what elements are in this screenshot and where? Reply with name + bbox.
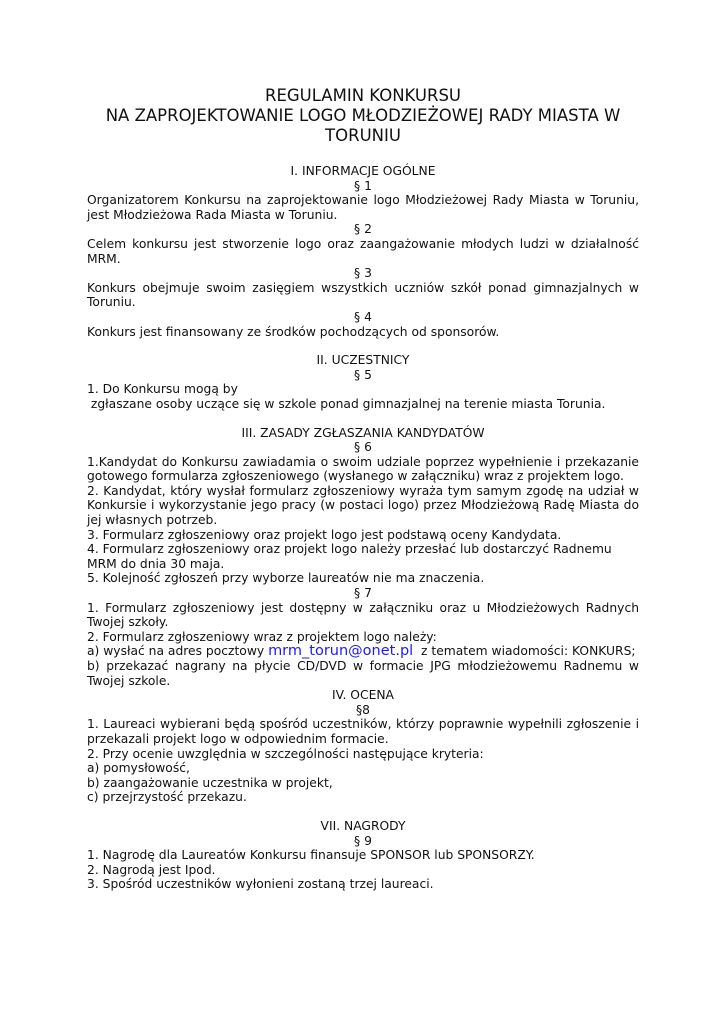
title-line-1: REGULAMIN KONKURSU	[264, 86, 462, 105]
paragraph-mark: § 4	[354, 309, 372, 324]
section-heading-info: I. INFORMACJE OGÓLNE	[290, 164, 436, 178]
title-line-2: NA ZAPROJEKTOWANIE LOGO MŁODZIEŻOWEJ RADY MIASTA W	[105, 106, 621, 125]
clause-text: Organizatorem Konkursu na zaprojektowanie logo Młodzieżowej Rady Miasta w Toruniu, jest Młodzieżowa Rada Miasta w Toruniu.	[87, 193, 639, 222]
section-heading-rules: III. ZASADY ZGŁASZANIA KANDYDATÓW	[241, 425, 485, 440]
email-link[interactable]: mrm_torun@onet.pl	[268, 643, 414, 660]
section-heading-evaluation: IV. OCENA	[332, 688, 394, 703]
clause-text: 2. Formularz zgłoszeniowy wraz z projektem logo należy:	[87, 629, 437, 644]
clause-text: Konkurs jest finansowany ze środków pochodzących od sponsorów.	[87, 324, 500, 339]
clause-text: 1.Kandydat do Konkursu zawiadamia o swoim udziale poprzez wypełnienie i przekazanie gotowego formularza zgłoszeniowego (wysłanego w załączniku) wraz z projektem logo.	[87, 454, 639, 484]
paragraph-mark: § 2	[354, 222, 372, 237]
clause-text: b) przekazać nagrany na płycie CD/DVD w formacie JPG młodzieżowemu Radnemu w Twojej szkole.	[87, 659, 639, 688]
clause-text: 2. Nagrodą jest Ipod.	[87, 862, 216, 877]
clause-text: 3. Spośród uczestników wyłonieni zostaną trzej laureaci.	[87, 877, 434, 892]
email-prefix: a) wysłać na adres pocztowy	[87, 644, 269, 659]
title-line-3: TORUNIU	[325, 126, 401, 145]
clause-text: 1. Laureaci wybierani będą spośród uczestników, którzy poprawnie wypełnili zgłoszenie i przekazali projekt logo w odpowiednim formacie.	[87, 717, 639, 746]
clause-text: 5. Kolejność zgłoszeń przy wyborze laureatów nie ma znaczenia.	[87, 571, 485, 586]
clause-text: b) zaangażowanie uczestnika w projekt,	[87, 775, 333, 790]
section-heading-prizes: VII. NAGRODY	[320, 818, 406, 833]
paragraph-mark: §8	[356, 702, 370, 717]
paragraph-mark: § 7	[354, 586, 372, 601]
clause-text: 1. Nagrodę dla Laureatów Konkursu finansuje SPONSOR lub SPONSORZY.	[87, 848, 535, 863]
clause-text: MRM do dnia 30 maja.	[87, 556, 225, 571]
paragraph-mark: § 1	[354, 178, 372, 193]
clause-text: Celem konkursu jest stworzenie logo oraz zaangażowanie młodych ludzi w działalność MRM.	[87, 236, 639, 266]
clause-text: c) przejrzystość przekazu.	[87, 790, 247, 805]
clause-text: 3. Formularz zgłoszeniowy oraz projekt logo jest podstawą oceny Kandydata.	[87, 527, 562, 542]
clause-text: 1. Do Konkursu mogą by	[87, 382, 238, 397]
clause-text: a) pomysłowość,	[87, 761, 190, 776]
email-suffix: z tematem wiadomości: KONKURS;	[413, 644, 636, 659]
document-title	[87, 86, 639, 146]
clause-text: 2. Kandydat, który wysłał formularz zgłoszeniowy wyraża tym samym zgodę na udział w Konkursie i wykorzystanie jego pracy (w postaci logo) przez Młodzieżową Radę Miasta do jej własnych potrzeb.	[87, 483, 639, 528]
paragraph-mark: § 3	[354, 266, 372, 281]
paragraph-mark: § 5	[354, 367, 372, 382]
clause-text: Konkurs obejmuje swoim zasięgiem wszystkich uczniów szkół ponad gimnazjalnych w Toruniu.	[87, 280, 639, 310]
section-heading-participants: II. UCZESTNICY	[316, 353, 410, 368]
document-page	[87, 86, 639, 892]
paragraph-mark: § 9	[354, 833, 372, 848]
clause-text: 2. Przy ocenie uwzględnia w szczególności następujące kryteria:	[87, 746, 484, 761]
clause-text: 1. Formularz zgłoszeniowy jest dostępny w załączniku oraz u Młodzieżowych Radnych Twojej szkoły.	[87, 600, 639, 630]
clause-text: zgłaszane osoby uczące się w szkole ponad gimnazjalnej na terenie miasta Torunia.	[87, 396, 606, 411]
clause-text: 4. Formularz zgłoszeniowy oraz projekt logo należy przesłać lub dostarczyć Radnemu	[87, 542, 612, 557]
paragraph-mark: § 6	[354, 440, 372, 455]
clause-text-email	[87, 644, 639, 659]
